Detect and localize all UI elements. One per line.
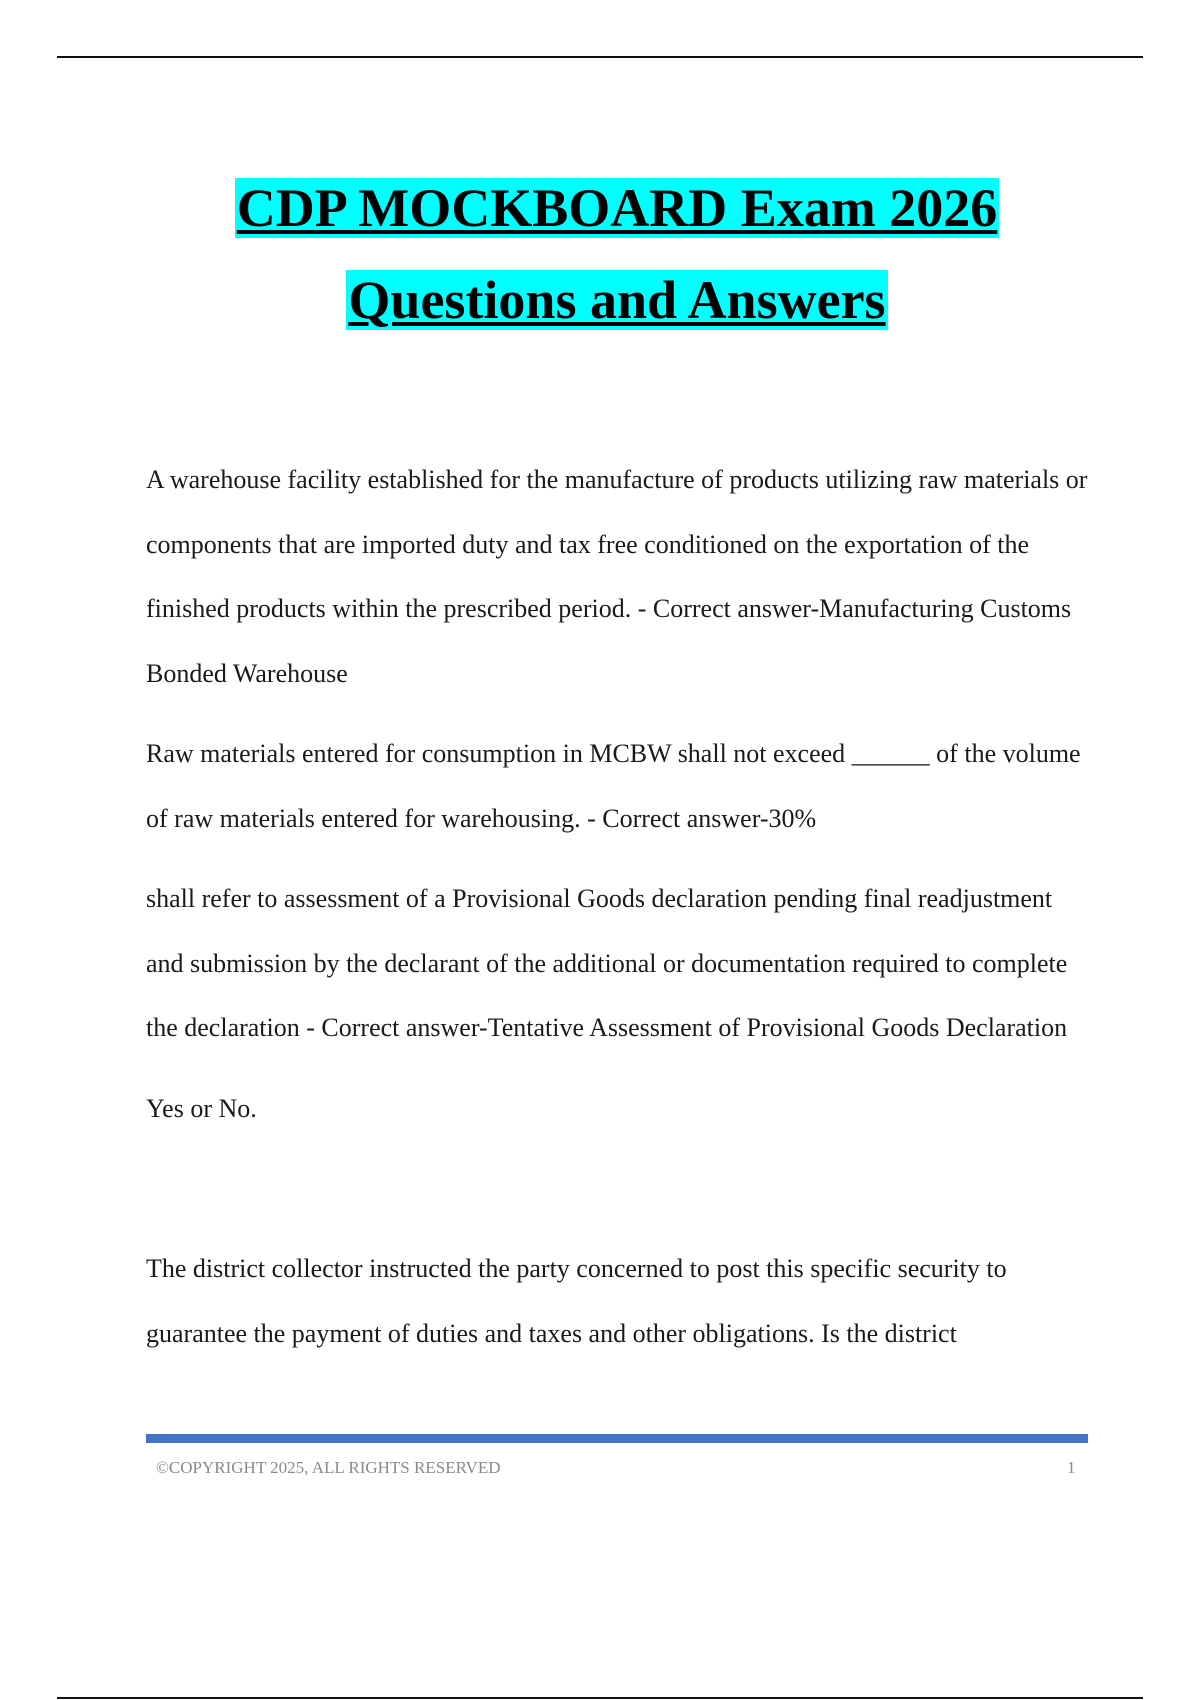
paragraph-2: Raw materials entered for consumption in MCBW shall not exceed ______ of the volume of raw materials entered for warehousing. - Correct answer-30% xyxy=(146,739,1081,833)
footer-copyright: ©COPYRIGHT 2025, ALL RIGHTS RESERVED xyxy=(156,1458,501,1477)
document-body xyxy=(146,448,1096,1382)
header-rule xyxy=(57,56,1143,58)
title-line-2: Questions and Answers xyxy=(348,270,886,330)
paragraph-4: Yes or No. xyxy=(146,1093,257,1123)
paragraph-5: The district collector instructed the party concerned to post this specific security to guarantee the payment of duties and taxes and other obligations. Is the district xyxy=(146,1254,1007,1348)
document-title xyxy=(0,178,1200,362)
page-number: 1 xyxy=(1067,1458,1076,1477)
paragraph-1: A warehouse facility established for the manufacture of products utilizing raw materials or components that are imported duty and tax free conditioned on the exportation of the finished products within the prescribed period. - Correct answer-Manufacturing Customs Bonded Warehouse xyxy=(146,465,1088,688)
paragraph-3: shall refer to assessment of a Provisional Goods declaration pending final readjustment and submission by the declarant of the additional or documentation required to complete the declaration - Correct answer-Tentative Assessment of Provisional Goods Declaration xyxy=(146,884,1068,1042)
footer-rule xyxy=(57,1697,1143,1699)
title-line-1: CDP MOCKBOARD Exam 2026 xyxy=(236,178,998,238)
footer-bar xyxy=(146,1434,1088,1443)
